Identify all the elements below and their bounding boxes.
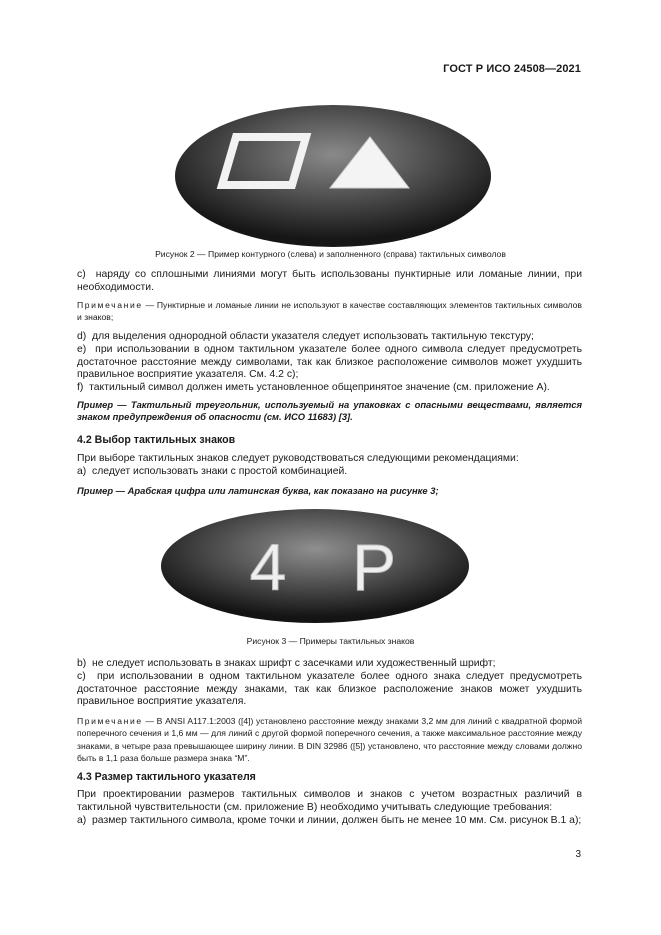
figure-3-caption: Рисунок 3 — Примеры тактильных знаков <box>246 636 415 646</box>
paragraph-e-spacing: e) при использовании в одном тактильном указателе более одного символа следует предусмотреть достаточное расстояние между символами, так как близкое расположение символов может ухудшить правильное восприятие указателя. См. 4.2 с); <box>77 344 582 381</box>
paragraph-d-texture: d) для выделения однородной области указателя следует использовать тактильную текстуру; <box>77 331 534 342</box>
section-4-2-heading: 4.2 Выбор тактильных знаков <box>77 434 236 446</box>
section-4-2-item-c: c) при использовании в одном тактильном указателе более одного знака следует предусмотреть достаточное расстояние между знаками, так как близкое расположение знаков может ухудшить правильное восприятие указателя. <box>77 671 582 708</box>
page-number: 3 <box>575 849 581 860</box>
document-header-id: ГОСТ Р ИСО 24508—2021 <box>443 63 581 75</box>
figure-3-plate <box>161 509 469 623</box>
note-1 <box>77 299 582 324</box>
figure-3-image <box>160 508 470 624</box>
section-4-2-item-a: a) следует использовать знаки с простой комбинацией. <box>77 466 348 477</box>
note-2-label: Примечание <box>77 716 143 726</box>
figure-2-image <box>174 104 492 248</box>
example-2: Пример — Арабская цифра или латинская буква, как показано на рисунке 3; <box>77 485 439 496</box>
section-4-3-intro: При проектировании размеров тактильных символов и знаков с учетом возрастных различий в тактильной чувствительности (см. приложение В) необходимо учитывать следующие требования: <box>77 789 582 813</box>
section-4-3-item-a: a) размер тактильного символа, кроме точки и линии, должен быть не менее 10 мм. См. рисунок В.1 а); <box>77 815 582 826</box>
note-2-text: — В ANSI A117.1:2003 ([4]) установлено расстояние между знаками 3,2 мм для линий с квадратной формой поперечного сечения и 1,6 мм — для линий с другой формой поперечного сечения, а также максимальное расстояние между знаками, в четыре раза превышающее ширину линии. В DIN 32986 ([5]) установлено, что расстояние между словами должно быть в 1,1 раза больше размера знака “M”. <box>77 716 582 764</box>
tactile-digit-4: 4 <box>249 530 287 604</box>
paragraph-c-dashed-lines: c) наряду со сплошными линиями могут быть использованы пунктирные или ломаные линии, при необходимости. <box>77 269 582 293</box>
section-4-2-intro: При выборе тактильных знаков следует руководствоваться следующими рекомендациями: <box>77 453 519 464</box>
section-4-3-heading: 4.3 Размер тактильного указателя <box>77 771 256 783</box>
tactile-letter-p: P <box>351 530 397 604</box>
example-1: Пример — Тактильный треугольник, используемый на упаковках с опасными веществами, является знаком предупреждения об опасности (см. ИСО 11683) [3]. <box>77 399 582 423</box>
paragraph-f-meaning: f) тактильный символ должен иметь установленное общепринятое значение (см. приложение А). <box>77 382 550 393</box>
note-2 <box>77 715 582 765</box>
note-1-text: — Пунктирные и ломаные линии не используют в качестве составляющих элементов тактильных символов и знаков; <box>77 300 582 323</box>
section-4-2-item-b: b) не следует использовать в знаках шрифт с засечками или художественный шрифт; <box>77 658 496 669</box>
note-1-label: Примечание <box>77 300 143 310</box>
figure-2-caption: Рисунок 2 — Пример контурного (слева) и заполненного (справа) тактильных символов <box>155 249 506 259</box>
